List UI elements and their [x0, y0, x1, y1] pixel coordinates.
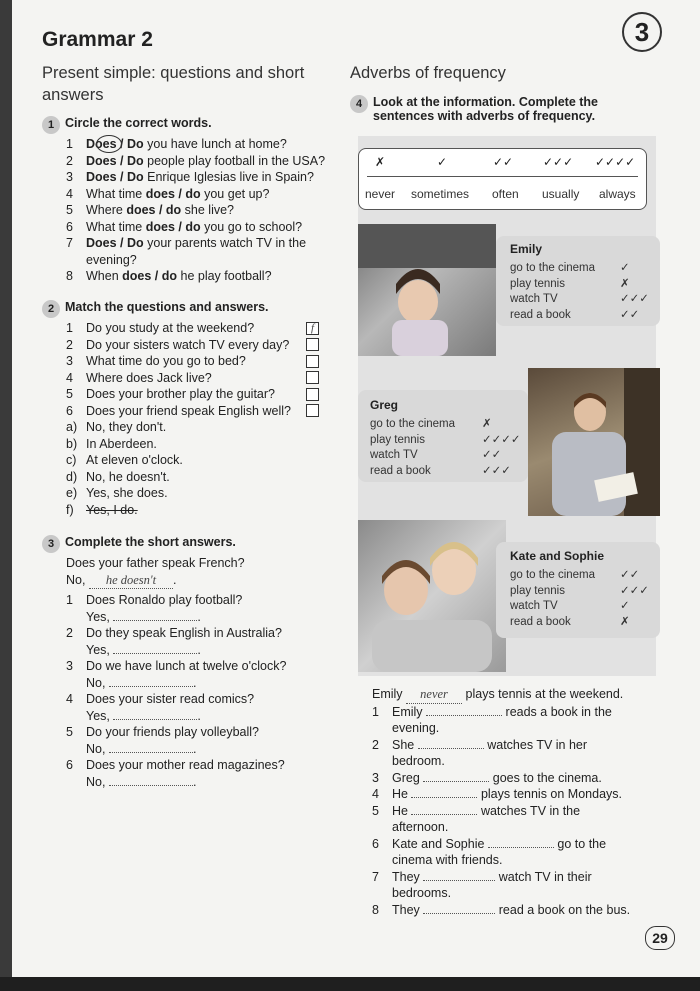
- kate-and-sophie-info-panel: [496, 542, 660, 638]
- answer-box[interactable]: [306, 388, 319, 401]
- answer-gap[interactable]: [113, 719, 197, 720]
- answer-box[interactable]: [306, 355, 319, 368]
- example-sentence: Emily never plays tennis at the weekend.: [372, 686, 662, 704]
- answer-gap[interactable]: [113, 620, 197, 621]
- scale-word: usually: [542, 187, 580, 201]
- list-item[interactable]: 3 Does / Do Enrique Iglesias live in Spain?: [66, 170, 314, 184]
- activity-row: watch TV ✓✓: [370, 449, 502, 461]
- exercise-number-badge: 2: [42, 300, 60, 318]
- activity-row: read a book ✓✓: [510, 308, 640, 321]
- list-item: 2 She watches TV in her: [372, 737, 588, 752]
- list-item: 5 Do your friends play volleyball?: [66, 725, 260, 739]
- list-item: 4 He plays tennis on Mondays.: [372, 787, 623, 801]
- exercise-instruction: Circle the correct words.: [65, 116, 212, 130]
- scale-mark: ✓✓✓: [543, 155, 574, 169]
- activity-row: play tennis ✓✓✓✓: [370, 433, 521, 446]
- exercise-3-items: [66, 555, 346, 790]
- kate-and-sophie-photo: [358, 520, 506, 672]
- exercise-1-heading: [42, 116, 212, 134]
- list-item: f) Yes, I do.: [66, 502, 138, 517]
- greg-info-panel: [358, 390, 528, 482]
- list-item: 8 They read a book on the bus.: [372, 902, 631, 917]
- frequency-scale: [358, 148, 647, 210]
- exercise-instruction: Match the questions and answers.: [65, 300, 269, 314]
- scale-word: always: [599, 187, 636, 201]
- person-name: Emily: [510, 242, 543, 256]
- exercise-4-sentences: [372, 686, 662, 918]
- person-name: Greg: [370, 398, 399, 412]
- scale-mark: ✓✓: [493, 155, 514, 169]
- activity-row: watch TV ✓: [510, 600, 630, 612]
- exercise-instruction: Complete the short answers.: [65, 535, 236, 549]
- emily-info-panel: [496, 236, 660, 326]
- list-item[interactable]: 5 Where does / do she live?: [66, 203, 235, 217]
- list-item: 4 Does your sister read comics?: [66, 692, 255, 706]
- exercise-3-heading: [42, 535, 236, 553]
- answer-gap[interactable]: [113, 653, 197, 654]
- answer-line: Yes, .: [86, 708, 201, 723]
- answer-box[interactable]: [306, 404, 319, 417]
- answer-gap[interactable]: [418, 748, 484, 749]
- scale-word: often: [492, 187, 519, 201]
- list-item: 5 He watches TV in the: [372, 803, 581, 818]
- exercise-number-badge: 4: [350, 95, 368, 113]
- list-item: 1 Emily reads a book in the: [372, 704, 612, 719]
- answer-gap[interactable]: [423, 781, 489, 782]
- list-item: 3 Do we have lunch at twelve o'clock?: [66, 659, 287, 673]
- answer-gap[interactable]: [109, 686, 193, 687]
- scale-word: never: [365, 187, 396, 201]
- list-item: 2 Do they speak English in Australia?: [66, 626, 282, 640]
- list-item[interactable]: 7 Does / Do your parents watch TV in the: [66, 236, 307, 250]
- circled-answer-mark: [96, 135, 122, 153]
- list-item: 6 Does your mother read magazines?: [66, 758, 285, 772]
- scale-word: sometimes: [411, 187, 470, 201]
- list-item: 3 Greg goes to the cinema.: [372, 770, 602, 785]
- list-item: a) No, they don't.: [66, 420, 167, 434]
- list-item: 6 Kate and Sophie go to the: [372, 836, 607, 851]
- exercise-2-answers: [66, 419, 266, 518]
- list-item-continuation: evening?: [86, 252, 137, 267]
- workbook-page: [12, 0, 700, 977]
- example-answer-line: No, he doesn't .: [66, 572, 346, 590]
- answer-line: Yes, .: [86, 609, 201, 624]
- answer-line: No, .: [86, 741, 197, 756]
- exercise-2-heading: [42, 300, 269, 318]
- list-item-continuation: bedroom.: [392, 754, 445, 768]
- answer-gap[interactable]: [426, 715, 502, 716]
- activity-row: play tennis ✗: [510, 277, 630, 290]
- scale-mark: ✗: [375, 155, 386, 169]
- list-item: 4 Where does Jack live?: [66, 370, 212, 385]
- example-question: Does your father speak French?: [66, 556, 245, 570]
- activity-row: read a book ✓✓✓: [370, 464, 511, 477]
- exercise-4-heading: [350, 95, 598, 123]
- list-item[interactable]: 6 What time does / do you go to school?: [66, 219, 303, 234]
- activity-row: go to the cinema ✗: [370, 418, 492, 430]
- emily-photo: [358, 224, 496, 356]
- list-item: c) At eleven o'clock.: [66, 453, 183, 467]
- list-item-continuation: evening.: [392, 721, 440, 735]
- unit-number-badge: 3: [622, 12, 662, 52]
- list-item[interactable]: 8 When does / do he play football?: [66, 269, 272, 283]
- list-item[interactable]: 2 Does / Do people play football in the USA?: [66, 153, 326, 168]
- activity-list: [510, 568, 650, 630]
- example-answer: he doesn't: [89, 572, 173, 590]
- answer-gap[interactable]: [109, 752, 193, 753]
- list-item: 7 They watch TV in their: [372, 869, 592, 884]
- scale-mark: ✓✓✓✓: [595, 155, 636, 169]
- left-section-title: Present simple: questions and short answers: [42, 64, 305, 104]
- exercise-1-items: [66, 136, 356, 285]
- answer-box[interactable]: [306, 338, 319, 351]
- page-title: Grammar 2: [42, 28, 153, 51]
- answer-gap[interactable]: [109, 785, 193, 786]
- scale-divider: [367, 176, 638, 177]
- answer-gap[interactable]: [423, 880, 495, 881]
- list-item: b) In Aberdeen.: [66, 436, 157, 451]
- list-item: 2 Do your sisters watch TV every day?: [66, 337, 290, 352]
- answer-gap[interactable]: [423, 913, 495, 914]
- example-answer-struck: Yes, I do.: [86, 502, 138, 517]
- list-item: 1 Do you study at the weekend?: [66, 321, 255, 335]
- exercise-2-questions: [66, 320, 346, 419]
- list-item: 6 Does your friend speak English well?: [66, 403, 291, 418]
- answer-gap[interactable]: [411, 797, 477, 798]
- activity-list: [510, 261, 650, 323]
- answer-line: Yes, .: [86, 642, 201, 657]
- activity-row: go to the cinema ✓: [510, 262, 630, 274]
- page-binding-edge: [0, 0, 12, 991]
- list-item: 5 Does your brother play the guitar?: [66, 387, 275, 401]
- page-number: 29: [645, 926, 675, 950]
- answer-box[interactable]: f: [306, 322, 319, 335]
- activity-row: go to the cinema ✓✓: [510, 569, 640, 581]
- answer-gap[interactable]: [411, 814, 477, 815]
- scale-mark: ✓: [437, 155, 448, 169]
- list-item: e) Yes, she does.: [66, 486, 168, 500]
- page-bottom-edge: [0, 977, 700, 991]
- list-item: 1 Does Ronaldo play football?: [66, 593, 243, 607]
- answer-line: No, .: [86, 774, 197, 789]
- exercise-number-badge: 3: [42, 535, 60, 553]
- example-answer: never: [406, 686, 462, 704]
- list-item[interactable]: 4 What time does / do you get up?: [66, 186, 270, 201]
- answer-gap[interactable]: [488, 847, 554, 848]
- list-item-continuation: bedrooms.: [392, 886, 452, 900]
- exercise-instruction: Look at the information. Complete the sentences with adverbs of frequency.: [373, 95, 599, 123]
- activity-row: read a book ✗: [510, 615, 630, 628]
- activity-row: watch TV ✓✓✓: [510, 293, 649, 305]
- answer-line: No, .: [86, 675, 197, 690]
- greg-photo: [528, 368, 660, 516]
- right-section-title: Adverbs of frequency: [350, 64, 506, 82]
- list-item: d) No, he doesn't.: [66, 469, 170, 484]
- person-name: Kate and Sophie: [510, 549, 605, 563]
- list-item-continuation: afternoon.: [392, 820, 449, 834]
- activity-list: [370, 417, 520, 479]
- list-item-continuation: cinema with friends.: [392, 853, 503, 867]
- list-item[interactable]: 1 Does / Do you have lunch at home?: [66, 137, 287, 151]
- exercise-number-badge: 1: [42, 116, 60, 134]
- answer-box[interactable]: [306, 371, 319, 384]
- list-item: 3 What time do you go to bed?: [66, 354, 246, 368]
- activity-row: play tennis ✓✓✓: [510, 584, 649, 597]
